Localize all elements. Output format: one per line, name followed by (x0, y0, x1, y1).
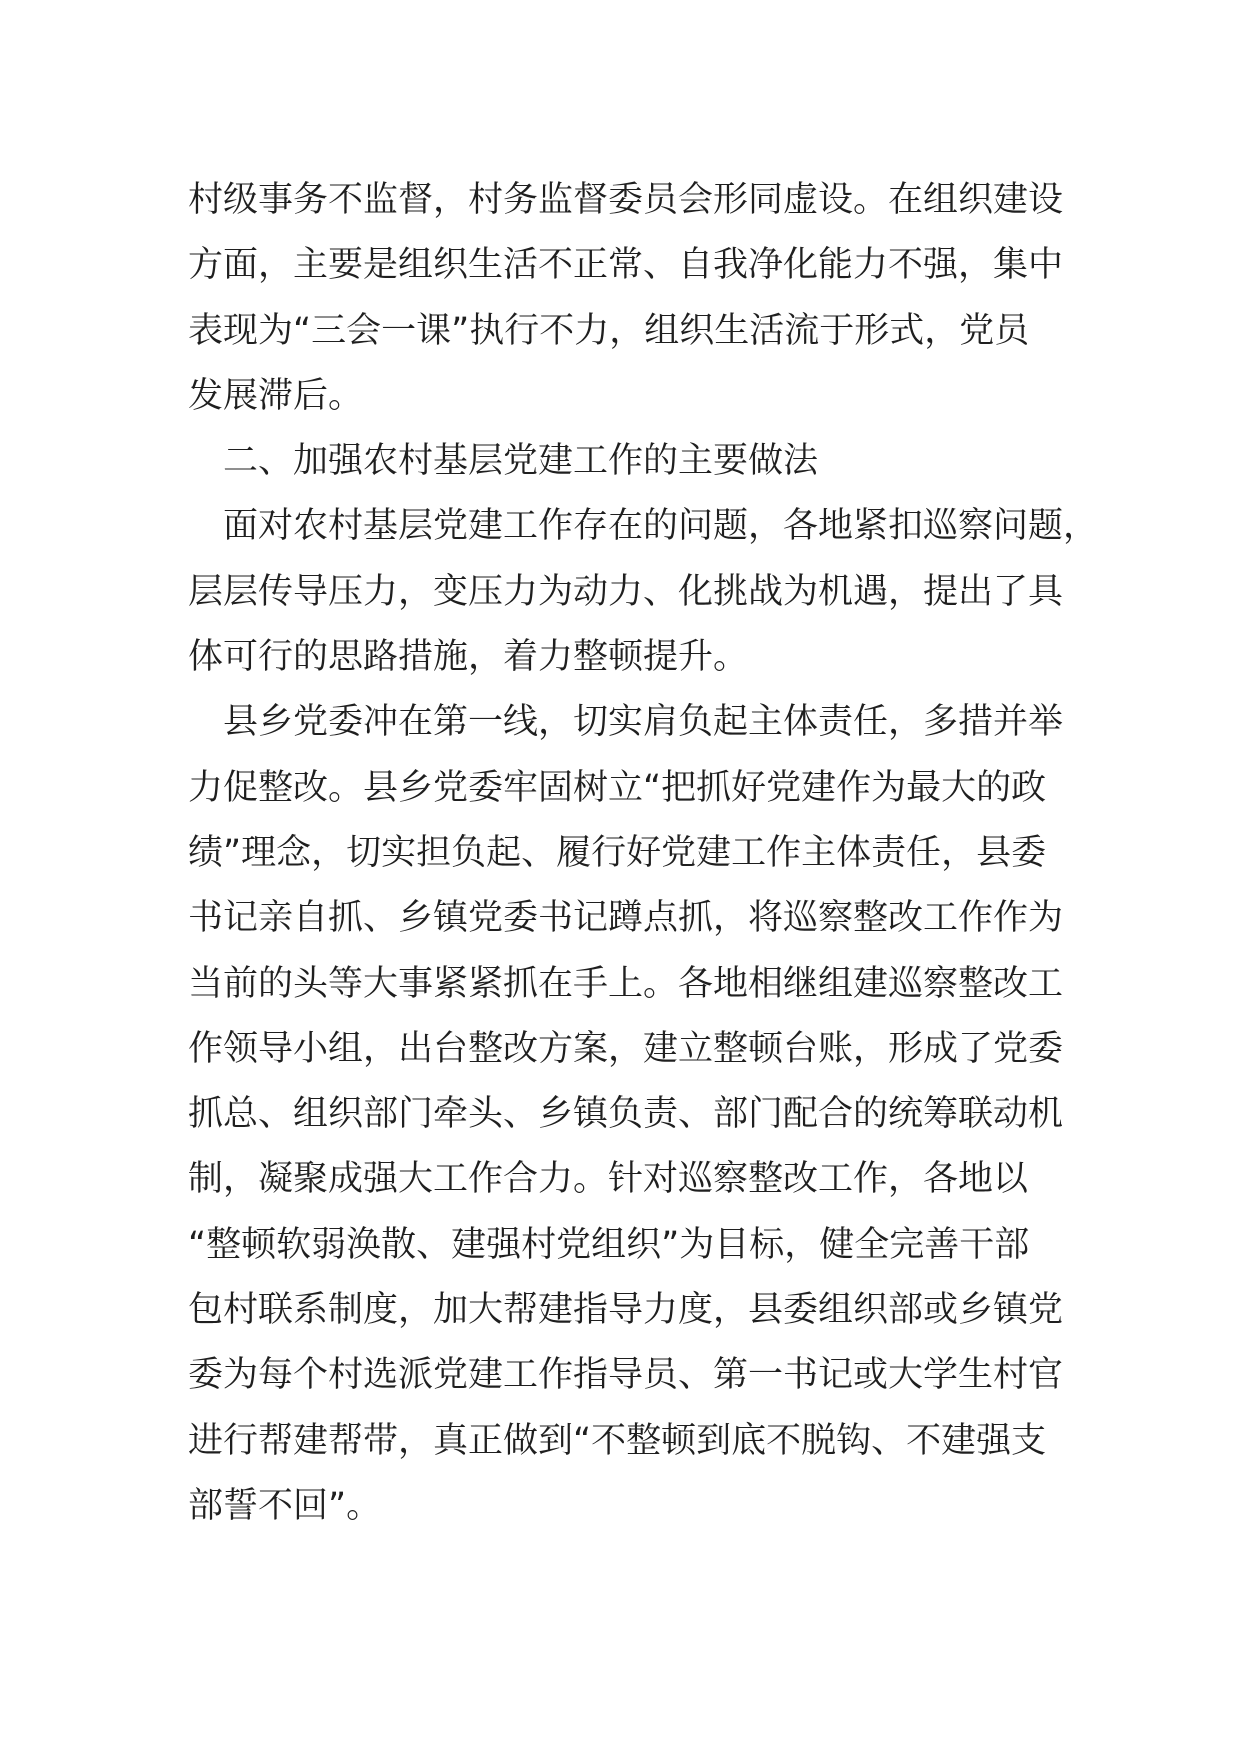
paragraph-continuation (188, 168, 1068, 429)
text-line: “整顿软弱涣散、建强村党组织”为目标，健全完善干部 (188, 1224, 1030, 1265)
text-line: 发展滞后。 (188, 375, 364, 416)
text-line: 方面，主要是组织生活不正常、自我净化能力不强，集中 (188, 245, 1064, 286)
body-text (188, 168, 1099, 1539)
text-line: 表现为“三会一课”执行不力，组织生活流于形式，党员 (188, 310, 1030, 351)
text-line: 委为每个村选派党建工作指导员、第一书记或大学生村官 (188, 1355, 1064, 1396)
paragraph-county-committee (188, 690, 1068, 1539)
text-line: 书记亲自抓、乡镇党委书记蹲点抓，将巡察整改工作作为 (188, 898, 1064, 939)
text-line: 当前的头等大事紧紧抓在手上。各地相继组建巡察整改工 (188, 963, 1064, 1004)
text-line: 包村联系制度，加大帮建指导力度，县委组织部或乡镇党 (188, 1290, 1064, 1331)
text-line: 作领导小组，出台整改方案，建立整顿台账，形成了党委 (188, 1028, 1064, 1069)
text-line: 力促整改。县乡党委牢固树立“把抓好党建作为最大的政 (188, 767, 1047, 808)
text-line: 面对农村基层党建工作存在的问题，各地紧扣巡察问题， (188, 506, 1099, 547)
heading-text: 二、加强农村基层党建工作的主要做法 (188, 441, 819, 482)
text-line: 村级事务不监督，村务监督委员会形同虚设。在组织建设 (188, 180, 1064, 220)
text-line: 制，凝聚成强大工作合力。针对巡察整改工作，各地以 (188, 1159, 1029, 1200)
text-line: 层层传导压力，变压力为动力、化挑战为机遇，提出了具 (188, 571, 1064, 612)
text-line: 抓总、组织部门牵头、乡镇负责、部门配合的统筹联动机 (188, 1094, 1064, 1135)
text-line: 县乡党委冲在第一线，切实肩负起主体责任，多措并举 (188, 702, 1064, 743)
paragraph-approach-intro (188, 494, 1099, 690)
section-heading (188, 429, 1068, 494)
text-line: 绩”理念，切实担负起、履行好党建工作主体责任，县委 (188, 832, 1047, 873)
text-line: 进行帮建帮带，真正做到“不整顿到底不脱钩、不建强支 (188, 1420, 1047, 1461)
text-line: 体可行的思路措施，着力整顿提升。 (188, 637, 749, 678)
text-line: 部誓不回”。 (188, 1485, 382, 1526)
